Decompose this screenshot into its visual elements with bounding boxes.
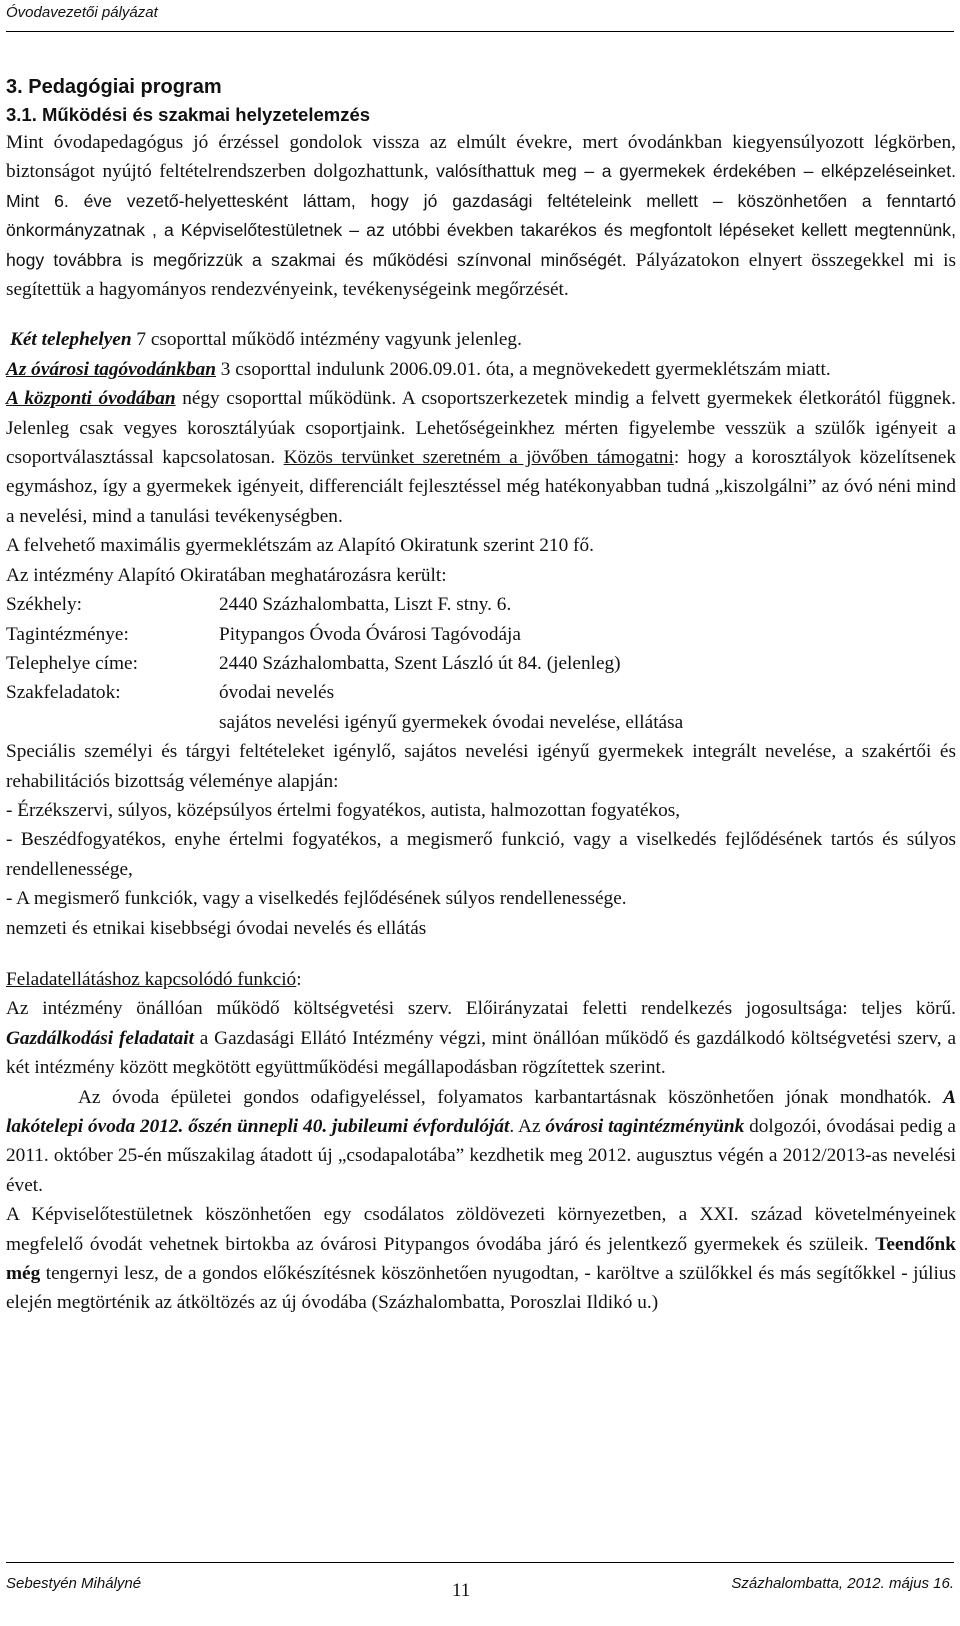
old-town-rest: 3 csoporttal indulunk 2006.09.01. óta, a megnövekedett gyermeklétszám miatt.	[215, 358, 831, 380]
sites-paragraph	[6, 325, 956, 354]
function-paragraph-1	[6, 994, 956, 1082]
central-em: A központi óvodában	[6, 388, 176, 410]
p2-emphasis-1: A lakótelepi óvoda 2012. őszén ünnepli 40. jubileumi évfordulóját	[6, 1086, 956, 1137]
intro-serif: Mint óvodapedagógus jó érzéssel gondolok vissza az elmúlt évekre, mert óvodánkban kiegyensúlyozott légkörben, biztonságot nyújtó feltételrendszerben dolgozhattunk,	[6, 132, 956, 183]
plan-underlined: Közös tervünket szeretném a jövőben támogatni	[283, 447, 674, 469]
capacity-line: A felvehető maximális gyermeklétszám az Alapító Okiratunk szerint 210 fő.	[6, 535, 594, 557]
charter-value: óvodai nevelés	[219, 682, 335, 704]
spacer	[6, 943, 956, 965]
central-paragraph	[6, 384, 956, 531]
p3-text-a: A Képviselőtestületnek köszönhetően egy csodálatos zöldövezeti környezetben, a XXI. század követelményeinek megfelelő óvodát vehetnek birtokba az óvárosi Pitypangos óvodába járó és jelentkező gyermekek és szüleik.	[6, 1204, 956, 1255]
special-intro: Speciális személyi és tárgyi feltételeket igénylő, sajátos nevelési igényű gyermekek integrált nevelése, a szakértői és rehabilitációs bizottság véleménye alapján:	[6, 741, 956, 792]
charter-key: Tagintézménye:	[6, 623, 129, 645]
p1-emphasis: Gazdálkodási feladatait	[6, 1027, 194, 1049]
section-title: 3. Pedagógiai program	[6, 76, 222, 98]
p1-text-b: a Gazdasági Ellátó Intézmény végzi, mint önállóan működő és gazdálkodó költségvetési szerv, a két intézmény között megkötött együttműködési megállapodásban rögzítettek szerint.	[6, 1027, 956, 1079]
central-rest: négy csoporttal működünk. A csoportszerkezetek mindig a felvett gyermekek életkorától függnek. Jelenleg csak vegyes korosztályúak csoportjaink. Lehetőségeinkhez mérten figyelembe vesszük a szülők igényeit a csoportválasztással kapcsolatosan.	[6, 388, 956, 469]
special-item: - Beszédfogyatékos, enyhe értelmi fogyatékos, a megismerő funkció, vagy a viselkedés fejlődésének tartós és súlyos rendellenessége,	[6, 829, 956, 880]
sites-em: Két telephelyen	[10, 329, 132, 351]
function-title-colon: :	[296, 968, 302, 990]
plan-rest: : hogy a korosztályok közelítsenek egymáshoz, így a gyermekek igényeit, differenciált fejlesztéssel még hatékonyabban tudná „kiszolgálni” az óvó néni mind a nevelési, mind a tanulási tevékenységben.	[6, 447, 956, 527]
charter-key: Székhely:	[6, 594, 83, 616]
charter-key: Szakfeladatok:	[6, 682, 121, 704]
header-rule	[6, 31, 954, 32]
function-title	[6, 965, 956, 994]
sites-rest: 7 csoporttal működő intézmény vagyunk jelenleg.	[131, 329, 522, 351]
function-paragraph-2	[6, 1083, 956, 1201]
charter-row	[6, 649, 956, 678]
old-town-paragraph	[6, 355, 956, 384]
function-title-text: Feladatellátáshoz kapcsolódó funkció	[6, 968, 297, 990]
p2-text-a: Az óvoda épületei gondos odafigyeléssel, folyamatos karbantartásnak köszönhetően jónak mondhatók.	[78, 1086, 944, 1108]
footer-author: Sebestyén Mihályné	[6, 1575, 142, 1592]
charter-row	[6, 590, 956, 619]
p1-text-a: Az intézmény önállóan működő költségvetési szerv. Előirányzatai feletti rendelkezés jogosultsága: teljes körű.	[6, 998, 956, 1020]
function-paragraph-3	[6, 1200, 956, 1318]
charter-value: Pitypangos Óvoda Óvárosi Tagóvodája	[219, 623, 521, 645]
p2-text-b: . Az	[509, 1116, 546, 1137]
charter-value: 2440 Százhalombatta, Liszt F. stny. 6.	[219, 594, 512, 616]
charter-intro: Az intézmény Alapító Okiratában meghatározásra került:	[6, 564, 447, 586]
charter-row	[6, 620, 956, 649]
page-number: 11	[452, 1580, 471, 1601]
old-town-em: Az óvárosi tagóvodánkban	[6, 358, 216, 380]
p3-text-b: tengernyi lesz, de a gondos előkészítésnek köszönhetően nyugodtan, - karöltve a szülőkkel és más segítőkkel - július elején megtörténik az átköltözés az új óvodába (Százhalombatta, Poroszlai Ildikó u.)	[6, 1263, 956, 1314]
charter-extra: sajátos nevelési igényű gyermekek óvodai nevelése, ellátása	[219, 711, 684, 733]
p3-bold: Teendőnk még	[6, 1233, 956, 1285]
special-item: - A megismerő funkciók, vagy a viselkedés fejlődésének súlyos rendellenessége.	[6, 888, 627, 910]
footer-place-date: Százhalombatta, 2012. május 16.	[731, 1575, 954, 1592]
p2-emphasis-2: óvárosi tagintézményünk	[545, 1116, 745, 1137]
subsection-title: 3.1. Működési és szakmai helyzetelemzés	[6, 104, 371, 125]
spacer	[6, 304, 956, 325]
footer-rule	[6, 1562, 954, 1563]
charter-row	[6, 678, 956, 707]
intro-sans: valósíthattuk meg – a gyermekek érdekében – elképzeléseinket. Mint 6. éve vezető-helyettesként láttam, hogy jó gazdasági feltételeink mellett – köszönhetően a fenntartó önkormányzatnak , a Képviselőtestületnek – az utóbbi években takarékos és megfontolt lépéseket kellett megtennünk, hogy továbbra is megőrizzük a szakmai és működési színvonal minőségét.	[6, 161, 956, 270]
charter-value: 2440 Százhalombatta, Szent László út 84. (jelenleg)	[219, 652, 621, 674]
special-item: - Érzékszervi, súlyos, középsúlyos értelmi fogyatékos, autista, halmozottan fogyatékos,	[6, 799, 681, 821]
intro-paragraph	[6, 128, 956, 304]
document-body	[6, 72, 956, 1318]
p2-text-c: dolgozói, óvodásai pedig a 2011. október 25-én műszakilag átadott új „csodapalotába” kezdhetik meg 2012. augusztus végén a 2012/2013-as nevelési évet.	[6, 1116, 956, 1196]
ethnic-line: nemzeti és etnikai kisebbségi óvodai nevelés és ellátás	[6, 917, 427, 939]
page-header: Óvodavezetői pályázat	[6, 4, 158, 21]
intro-serif-b: Pályázatokon elnyert összegekkel mi is segítettük a hagyományos rendezvényeink, tevékenységeink megőrzését.	[6, 249, 956, 301]
charter-key: Telephelye címe:	[6, 652, 138, 674]
